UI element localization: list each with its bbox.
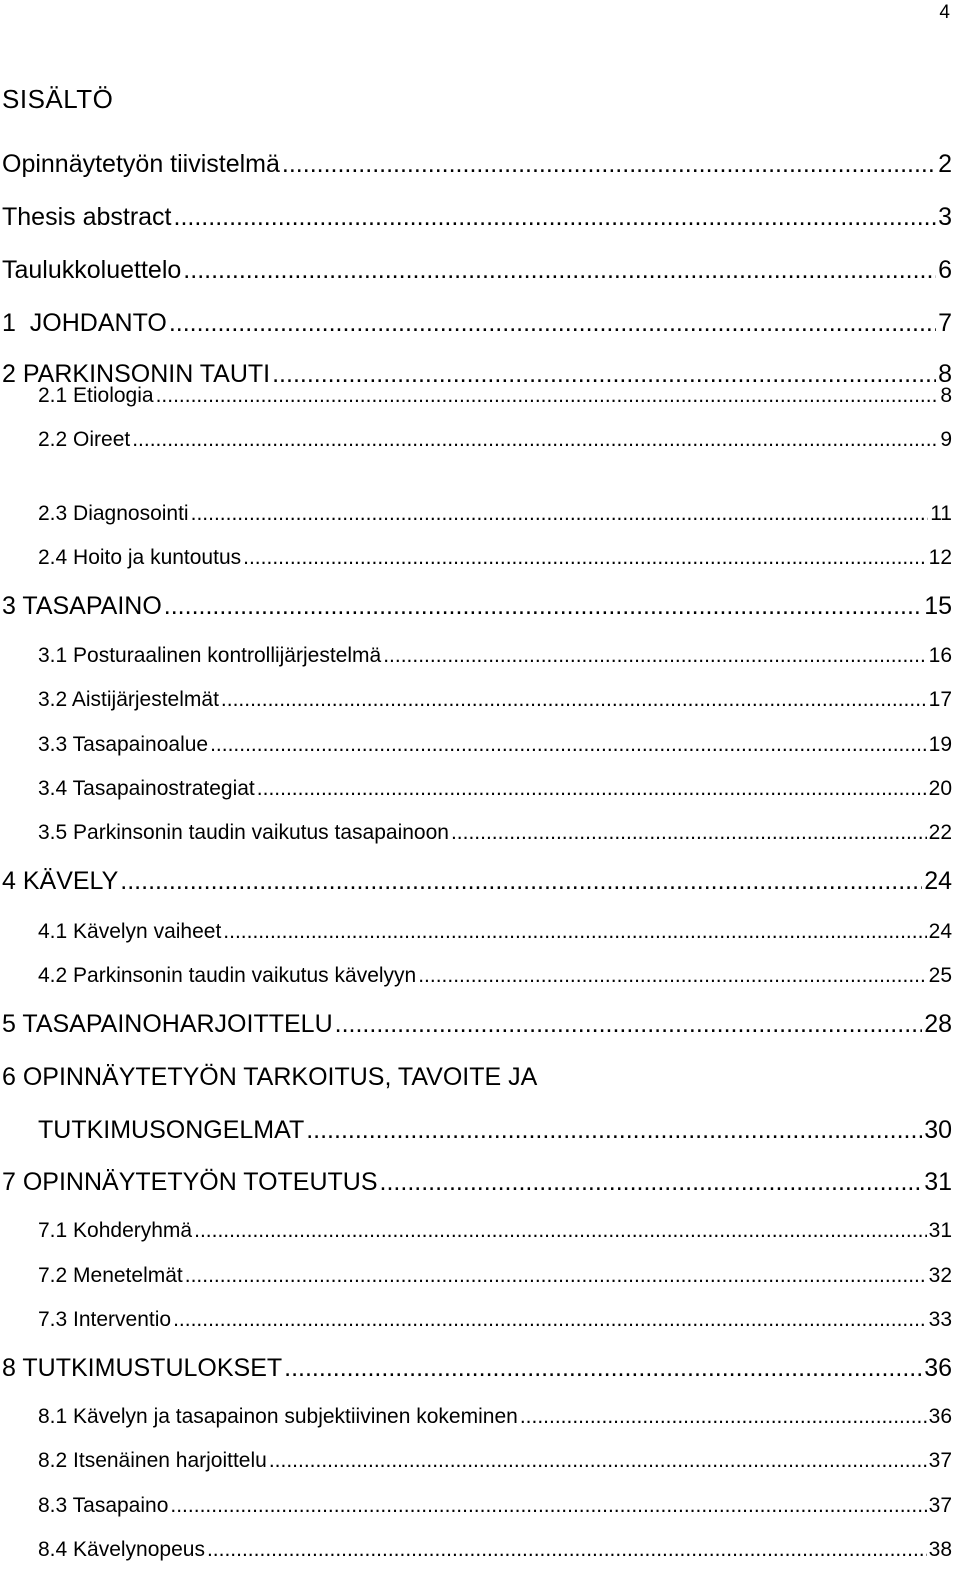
leader-dots bbox=[156, 384, 939, 408]
toc-entry-label: 8.1 Kävelyn ja tasapainon subjektiivinen kokeminen bbox=[38, 1405, 518, 1428]
toc-entry-page: 37 bbox=[928, 1449, 952, 1472]
toc-entry-label: 2.3 Diagnosointi bbox=[38, 502, 189, 525]
toc-entry-page: 36 bbox=[928, 1405, 952, 1428]
toc-entry-page: 32 bbox=[928, 1264, 952, 1287]
leader-dots bbox=[120, 867, 922, 896]
toc-entry-page: 19 bbox=[928, 733, 952, 756]
toc-entry-label: Taulukkoluettelo bbox=[2, 256, 182, 284]
toc-entry-page: 28 bbox=[924, 1010, 952, 1038]
leader-dots bbox=[335, 1010, 923, 1039]
toc-entry-page: 20 bbox=[928, 777, 952, 800]
toc-entry-label: 2 PARKINSONIN TAUTI bbox=[2, 360, 271, 388]
toc-entry-page: 24 bbox=[924, 867, 952, 895]
toc-entry-label: 2.4 Hoito ja kuntoutus bbox=[38, 546, 242, 569]
toc-entry-label: Thesis abstract bbox=[2, 203, 172, 231]
toc-entry[interactable] bbox=[0, 384, 952, 408]
toc-entry[interactable] bbox=[0, 1264, 952, 1288]
leader-dots bbox=[451, 821, 927, 845]
leader-dots bbox=[306, 1116, 922, 1145]
toc-entry-label: 7.1 Kohderyhmä bbox=[38, 1219, 193, 1242]
toc-entry-page: 31 bbox=[928, 1219, 952, 1242]
page-number: 4 bbox=[939, 2, 950, 23]
toc-entry-page: 6 bbox=[938, 256, 952, 284]
toc-entry[interactable] bbox=[0, 777, 952, 801]
toc-entry-page: 7 bbox=[938, 309, 952, 337]
toc-entry[interactable] bbox=[0, 1538, 952, 1562]
toc-entry[interactable] bbox=[0, 644, 952, 668]
leader-dots bbox=[169, 309, 936, 338]
toc-entry-page: 9 bbox=[940, 428, 952, 451]
toc-title: SISÄLTÖ bbox=[2, 84, 114, 114]
toc-entry[interactable] bbox=[0, 546, 952, 570]
toc-entry-page: 30 bbox=[924, 1116, 952, 1144]
toc-entry[interactable] bbox=[0, 1354, 952, 1383]
leader-dots bbox=[210, 733, 927, 757]
leader-dots bbox=[284, 1354, 922, 1383]
toc-entry-label: 5 TASAPAINOHARJOITTELU bbox=[2, 1010, 333, 1038]
toc-entry-label: 3.5 Parkinsonin taudin vaikutus tasapainoon bbox=[38, 821, 449, 844]
toc-entry-label: 8.2 Itsenäinen harjoittelu bbox=[38, 1449, 267, 1472]
toc-entry[interactable] bbox=[0, 1168, 952, 1197]
toc-entry-label: Opinnäytetyön tiivistelmä bbox=[2, 150, 280, 178]
leader-dots bbox=[243, 546, 927, 570]
toc-entry-page: 8 bbox=[940, 384, 952, 407]
toc-entry-page: 33 bbox=[928, 1308, 952, 1331]
leader-dots bbox=[194, 1219, 927, 1243]
toc-entry-label: 4.2 Parkinsonin taudin vaikutus kävelyyn bbox=[38, 964, 417, 987]
leader-dots bbox=[223, 920, 926, 944]
toc-entry[interactable] bbox=[0, 1494, 952, 1518]
toc-entry[interactable] bbox=[0, 867, 952, 896]
toc-entry[interactable] bbox=[0, 1063, 952, 1092]
toc-entry-label: 4.1 Kävelyn vaiheet bbox=[38, 920, 222, 943]
toc-entry-label: 7.3 Interventio bbox=[38, 1308, 172, 1331]
leader-dots bbox=[257, 777, 927, 801]
toc-entry[interactable] bbox=[0, 502, 952, 526]
leader-dots bbox=[174, 203, 937, 232]
toc-entry-label: 8.4 Kävelynopeus bbox=[38, 1538, 205, 1561]
toc-entry-label: TUTKIMUSONGELMAT bbox=[38, 1116, 305, 1144]
leader-dots bbox=[221, 688, 927, 712]
toc-entry[interactable] bbox=[0, 203, 952, 232]
toc-entry[interactable] bbox=[0, 428, 952, 452]
toc-entry[interactable] bbox=[0, 1308, 952, 1332]
leader-dots bbox=[170, 1494, 926, 1518]
leader-dots bbox=[132, 428, 938, 452]
toc-entry-label: 3.1 Posturaalinen kontrollijärjestelmä bbox=[38, 644, 382, 667]
toc-entry-label: 3.2 Aistijärjestelmät bbox=[38, 688, 219, 711]
toc-entry-page: 37 bbox=[928, 1494, 952, 1517]
toc-entry[interactable] bbox=[0, 733, 952, 757]
toc-entry-label: 8 TUTKIMUSTULOKSET bbox=[2, 1354, 283, 1382]
toc-entry-label: 7 OPINNÄYTETYÖN TOTEUTUS bbox=[2, 1168, 378, 1196]
toc-entry-page: 11 bbox=[930, 502, 952, 525]
leader-dots bbox=[164, 592, 922, 621]
toc-entry-label: 4 KÄVELY bbox=[2, 867, 119, 895]
toc-entry[interactable] bbox=[0, 1449, 952, 1473]
toc-entry[interactable] bbox=[0, 964, 952, 988]
toc-entry-label: 2.1 Etiologia bbox=[38, 384, 154, 407]
toc-entry[interactable] bbox=[0, 150, 952, 179]
toc-entry-page: 16 bbox=[928, 644, 952, 667]
toc-entry-page: 8 bbox=[938, 360, 952, 388]
toc-entry-label: 2.2 Oireet bbox=[38, 428, 131, 451]
toc-entry-label: 3 TASAPAINO bbox=[2, 592, 162, 620]
toc-entry-label: 3.4 Tasapainostrategiat bbox=[38, 777, 255, 800]
leader-dots bbox=[383, 644, 926, 668]
toc-entry[interactable] bbox=[0, 920, 952, 944]
toc-entry-page: 25 bbox=[928, 964, 952, 987]
leader-dots bbox=[418, 964, 926, 988]
leader-dots bbox=[269, 1449, 927, 1473]
toc-entry-page: 12 bbox=[928, 546, 952, 569]
leader-dots bbox=[183, 256, 936, 285]
toc-entry-page: 22 bbox=[928, 821, 952, 844]
toc-entry[interactable] bbox=[0, 688, 952, 712]
toc-entry-page: 15 bbox=[924, 592, 952, 620]
toc-entry-page: 38 bbox=[928, 1538, 952, 1561]
toc-entry-page: 31 bbox=[924, 1168, 952, 1196]
leader-dots bbox=[207, 1538, 927, 1562]
toc-entry-page: 36 bbox=[924, 1354, 952, 1382]
toc-entry[interactable] bbox=[0, 309, 952, 338]
toc-entry[interactable] bbox=[0, 1405, 952, 1429]
toc-entry[interactable] bbox=[0, 256, 952, 285]
toc-entry-page: 17 bbox=[928, 688, 952, 711]
leader-dots bbox=[185, 1264, 927, 1288]
leader-dots bbox=[380, 1168, 923, 1197]
toc-entry-page: 2 bbox=[938, 150, 952, 178]
leader-dots bbox=[520, 1405, 927, 1429]
toc-entry[interactable] bbox=[0, 1116, 952, 1145]
toc-entry-page: 24 bbox=[928, 920, 952, 943]
leader-dots bbox=[282, 150, 936, 179]
toc-entry-label: 7.2 Menetelmät bbox=[38, 1264, 183, 1287]
leader-dots bbox=[191, 502, 929, 526]
toc-entry[interactable] bbox=[0, 1219, 952, 1243]
toc-entry-label: 3.3 Tasapainoalue bbox=[38, 733, 209, 756]
toc-entry[interactable] bbox=[0, 592, 952, 621]
toc-entry-label: 8.3 Tasapaino bbox=[38, 1494, 169, 1517]
toc-entry[interactable] bbox=[0, 1010, 952, 1039]
toc-entry-page: 3 bbox=[938, 203, 952, 231]
leader-dots bbox=[173, 1308, 927, 1332]
toc-entry-label: 6 OPINNÄYTETYÖN TARKOITUS, TAVOITE JA bbox=[2, 1063, 538, 1091]
toc-entry[interactable] bbox=[0, 821, 952, 845]
toc-entry-label: 1 JOHDANTO bbox=[2, 309, 167, 337]
